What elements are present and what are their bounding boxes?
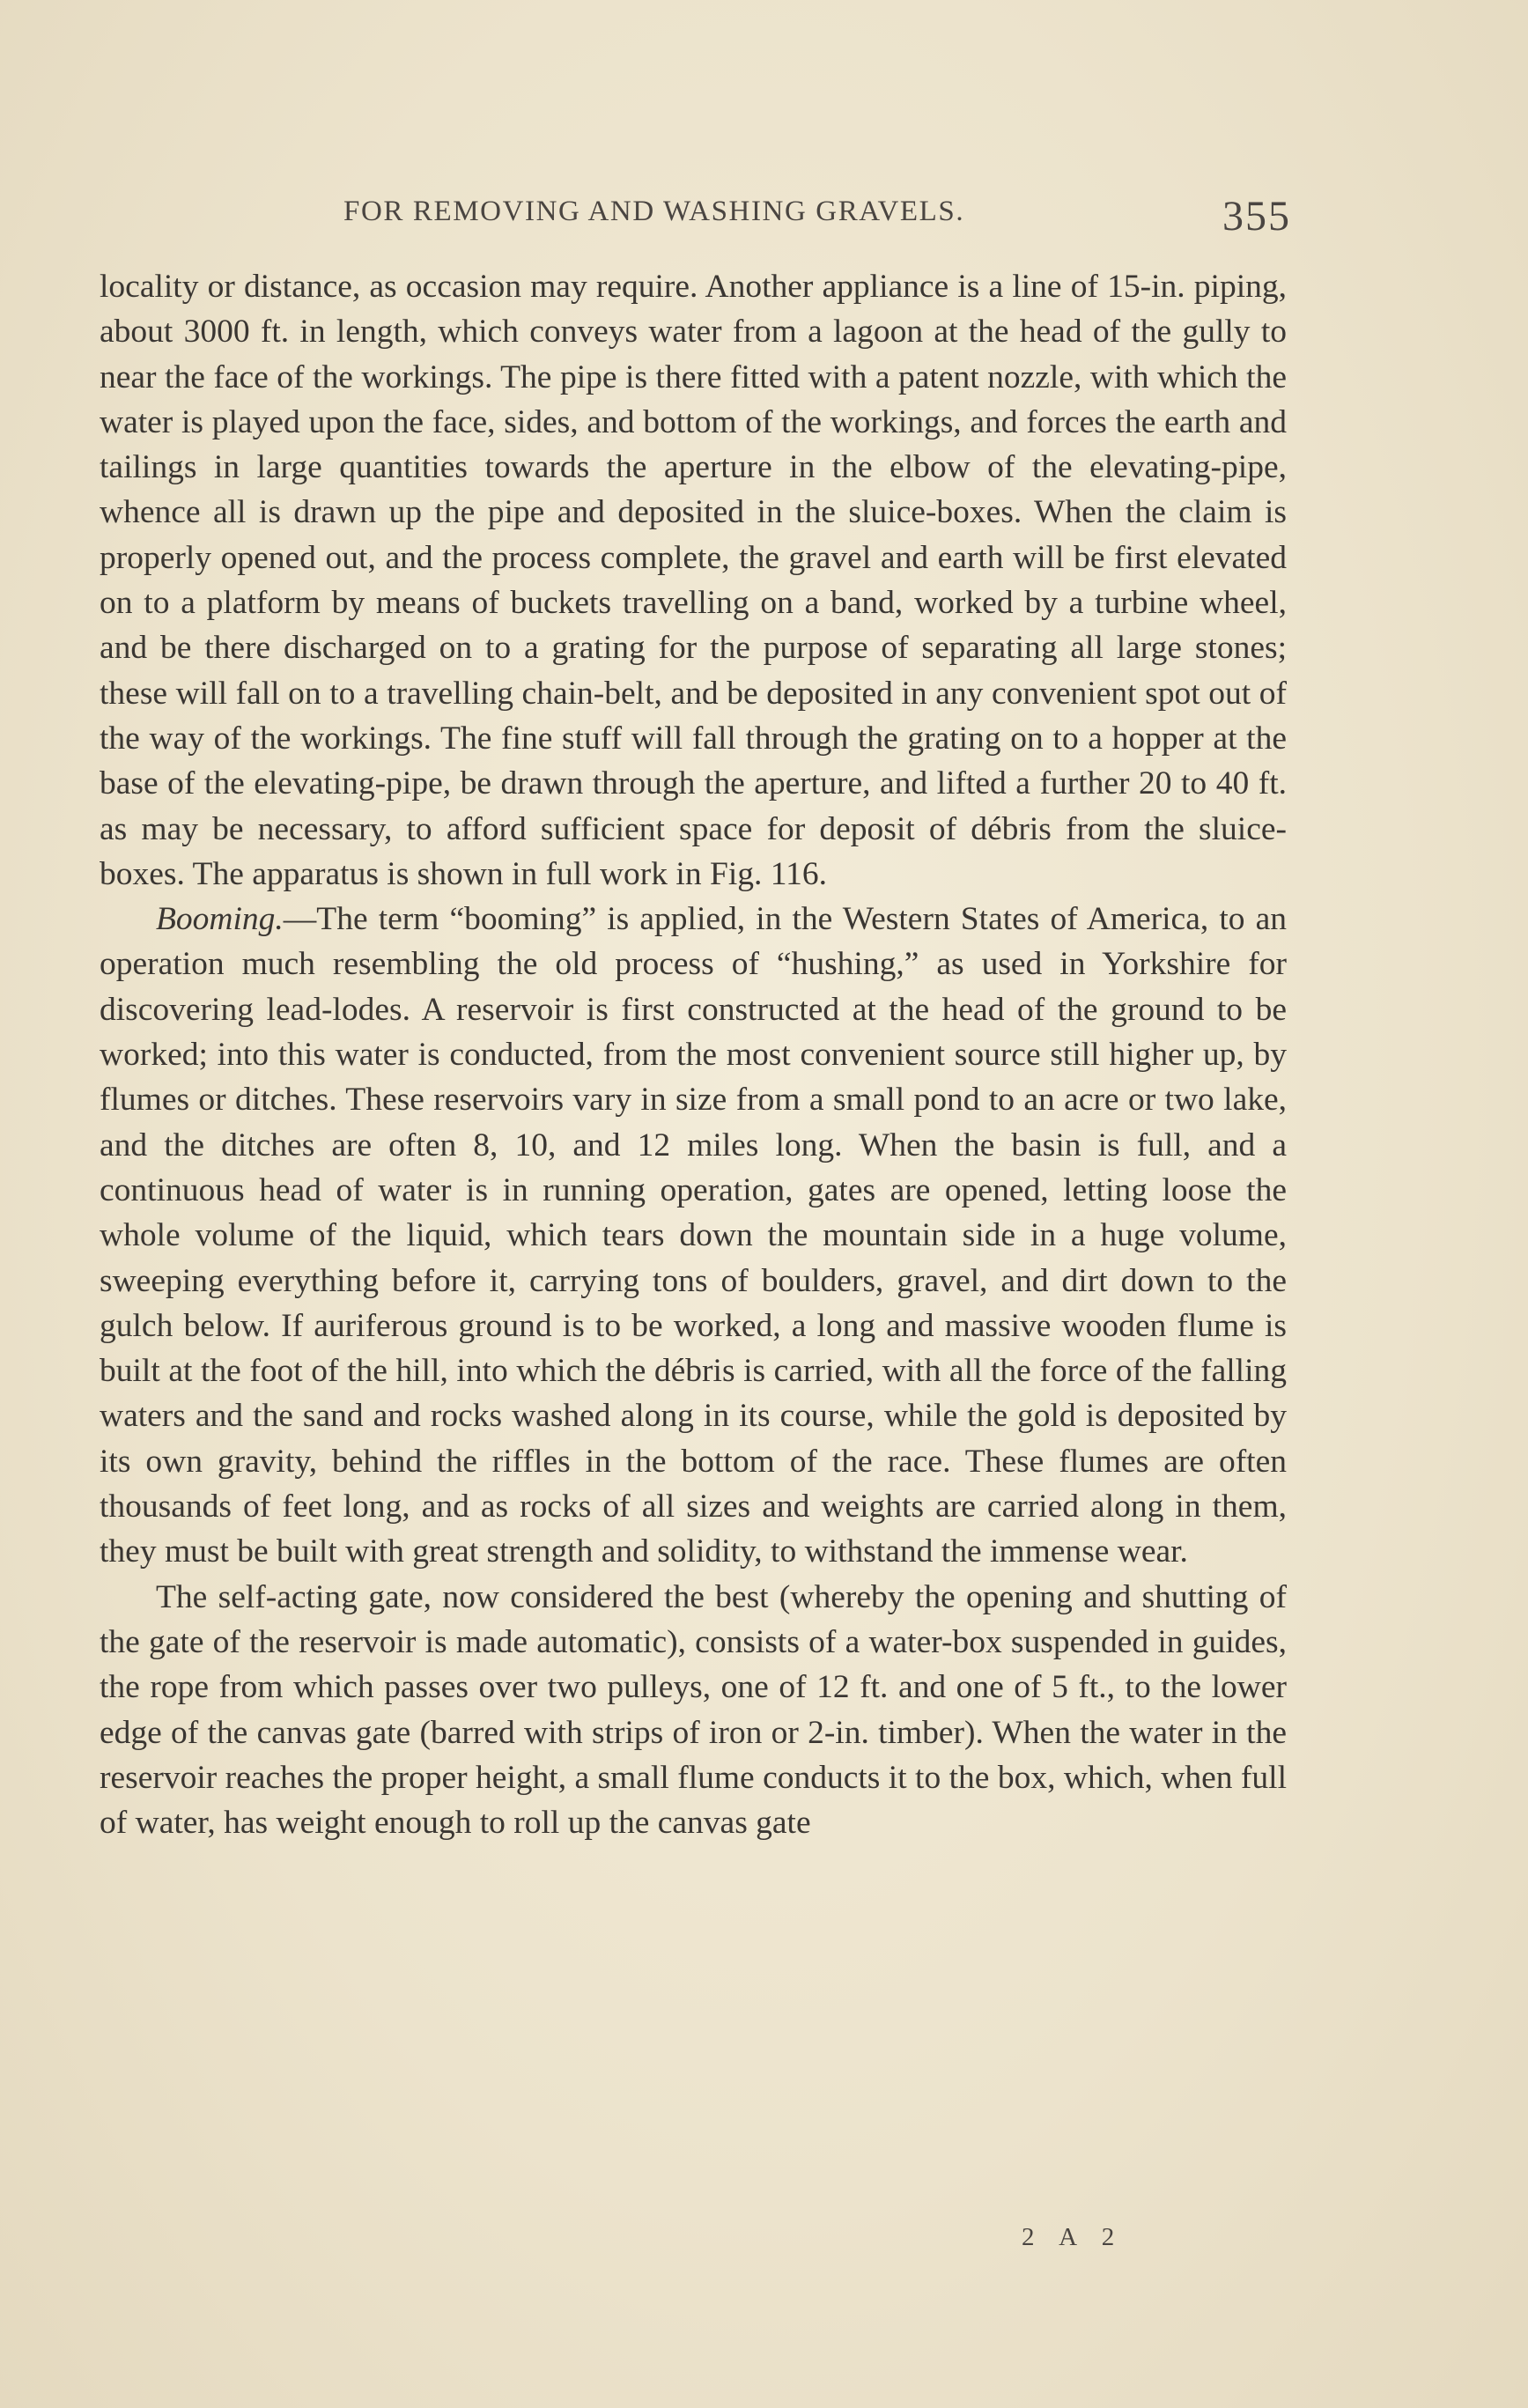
running-head: FOR REMOVING AND WASHING GRAVELS. <box>343 196 965 227</box>
booming-term: Booming. <box>156 901 284 938</box>
signature-mark: 2 A 2 <box>1022 2223 1125 2251</box>
paragraph-self-acting-gate: The self-acting gate, now considered the best (whereby the opening and shutting of the gate of the reservoir is made automatic), consists of a water-box suspended in guides, the rope from which passes over two pulleys, one of 12 ft. and one of 5 ft., to the lower edge of the canvas gate (barred with strips of iron or 2-in. timber). When the water in the reservoir reaches the proper height, a small flume conducts it to the box, which, when full of water, has weight enough to roll up the canvas gate <box>100 1578 1287 1842</box>
body-text <box>100 264 1287 1845</box>
booming-text: —The term “booming” is applied, in the Western States of America, to an operation much resembling the old process of “hushing,” as used in Yorkshire for discovering lead-lodes. A reservoir is first constructed at the head of the ground to be worked; into this water is conducted, from the most convenient source still higher up, by flumes or ditches. These reservoirs vary in size from a small pond to an acre or two lake, and the ditches are often 8, 10, and 12 miles long. When the basin is full, and a continuous head of water is in running operation, gates are opened, letting loose the whole volume of the liquid, which tears down the mountain side in a huge volume, sweeping everything before it, carrying tons of boulders, gravel, and dirt down to the gulch below. If auriferous ground is to be worked, a long and massive wooden flume is built at the foot of the hill, into which the débris is carried, with all the force of the falling waters and the sand and rocks washed along in its course, while the gold is deposited by its own gravity, behind the riffles in the bottom of the race. These flumes are often thousands of feet long, and as rocks of all sizes and weights are carried along in them, they must be built with great strength and solidity, to withstand the immense wear. <box>100 901 1287 1570</box>
paragraph-booming <box>100 897 1287 1574</box>
paragraph-continued: locality or distance, as occasion may require. Another appliance is a line of 15-in. piping, about 3000 ft. in length, which conveys water from a lagoon at the head of the gully to near the face of the workings. The pipe is there fitted with a patent nozzle, with which the water is played upon the face, sides, and bottom of the workings, and forces the earth and tailings in large quantities towards the aperture in the elbow of the elevating-pipe, whence all is drawn up the pipe and deposited in the sluice-boxes. When the claim is properly opened out, and the process complete, the gravel and earth will be first elevated on to a platform by means of buckets travelling on a band, worked by a turbine wheel, and be there discharged on to a grating for the purpose of separating all large stones; these will fall on to a travelling chain-belt, and be deposited in any convenient spot out of the way of the workings. The fine stuff will fall through the grating on to a hopper at the base of the elevating-pipe, be drawn through the aperture, and lifted a further 20 to 40 ft. as may be necessary, to afford sufficient space for deposit of débris from the sluice-boxes. The apparatus is shown in full work in Fig. 116. <box>100 269 1287 892</box>
page-number: 355 <box>1222 193 1291 240</box>
